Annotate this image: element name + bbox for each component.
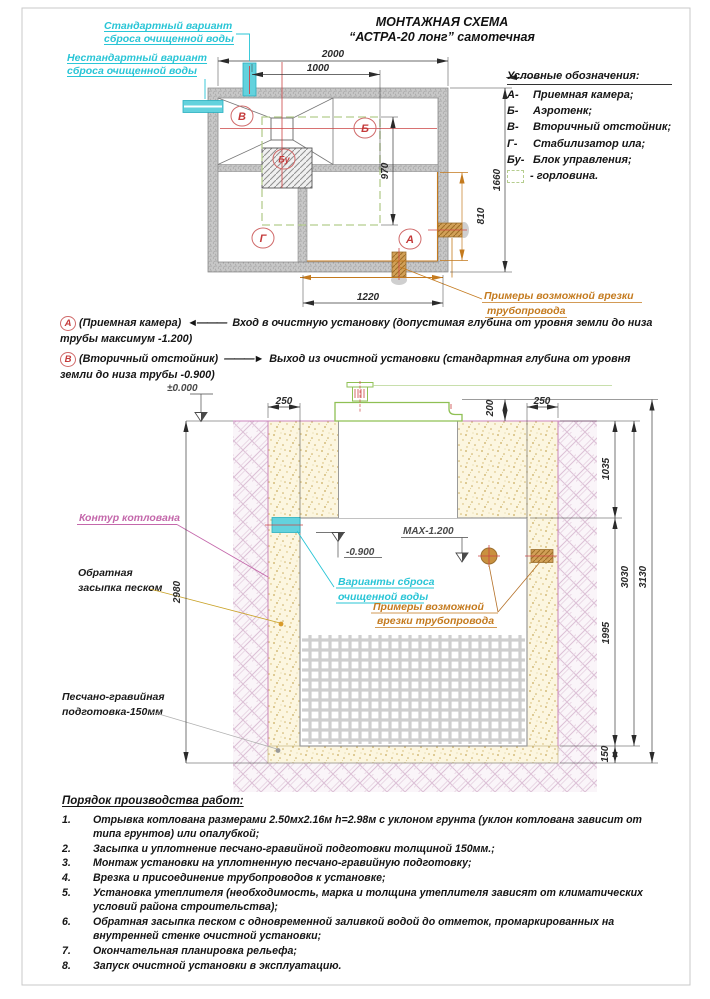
level-zero-mark — [167, 383, 213, 422]
drawing-title — [302, 15, 582, 45]
tap-pipe-right — [428, 222, 469, 238]
svg-text:Примеры возможной врезки: Примеры возможной врезки — [484, 290, 634, 302]
legend-item: В- Вторичный отстойник; — [507, 121, 672, 134]
standard-discharge-callout: Стандартный вариант сброса очищенной воды — [104, 20, 234, 45]
plan-tap-note — [482, 290, 642, 318]
dim-2980: 2980 — [172, 580, 183, 604]
svg-text:врезки трубопровода: врезки трубопровода — [377, 615, 495, 627]
work-order-item: 8. Запуск очистной установки в эксплуатацию. — [62, 959, 342, 972]
arrow-left-icon: ◄——— — [187, 317, 227, 329]
dim-200: 200 — [485, 399, 496, 417]
compartment-a: А — [406, 234, 414, 246]
legend — [507, 70, 672, 183]
inlet-pipe-top — [243, 63, 256, 96]
standard-callout-leader — [236, 34, 250, 61]
work-order-item: 2. Засыпка и уплотнение песчано-гравийной подготовки толщиной 150мм.; — [62, 842, 495, 855]
work-order-item: 3. Монтаж установки на уплотненную песчано-гравийную подготовку; — [62, 857, 472, 870]
compartment-bu: Бу — [278, 154, 290, 165]
section-view — [62, 381, 658, 792]
svg-text:Песчано-гравийная: Песчано-гравийная — [62, 691, 165, 703]
dim-1660: 1660 — [492, 168, 503, 192]
work-order-item: 4. Врезка и присоединение трубопроводов к установке; — [62, 871, 386, 884]
dim-3130: 3130 — [638, 565, 649, 589]
dim-2000: 2000 — [321, 49, 345, 60]
legend-item: А- Приемная камера; — [507, 89, 634, 101]
neck-dashed-swatch — [507, 170, 524, 183]
marker-v: В — [60, 352, 76, 367]
tap-pipe-bottom — [391, 248, 407, 285]
work-order-item: 6. Обратная засыпка песком с одновременной заливкой водой до отметок, промаркированных на внутренней стенке очистной установки; — [62, 915, 615, 943]
dim-810: 810 — [476, 207, 487, 225]
compartment-g: Г — [259, 233, 267, 245]
arrow-right-icon: ———► — [224, 353, 264, 365]
marker-a: А — [60, 316, 76, 331]
tank-ribbed-block — [302, 635, 525, 744]
compartment-b: Б — [361, 123, 369, 135]
legend-title: Условные обозначения: — [507, 70, 672, 85]
svg-text:трубопровода: трубопровода — [487, 305, 566, 317]
dim-1995: 1995 — [601, 621, 612, 645]
tank-lid — [335, 403, 462, 422]
dim-970: 970 — [380, 162, 391, 180]
svg-text:Обратная: Обратная — [78, 567, 133, 579]
dim-150: 150 — [600, 745, 611, 763]
work-order-list — [62, 794, 668, 973]
svg-text:очищенной воды: очищенной воды — [338, 591, 429, 603]
title-line-2: “АСТРА-20 лонг” самотечная — [349, 30, 535, 44]
legend-item: Г- Стабилизатор ила; — [507, 137, 646, 150]
work-order-title: Порядок производства работ: — [62, 795, 244, 807]
dim-3030: 3030 — [620, 565, 631, 589]
work-order-item: 7. Окончательная планировка рельефа; — [62, 944, 297, 957]
work-order-item: 5. Установка утеплителя (необходимость, марка и толщина утеплителя зависят от климатических условий района строительства); — [62, 886, 643, 914]
svg-text:-0.900: -0.900 — [346, 547, 375, 558]
note-inlet: А (Приемная камера) ◄——— Вход в очистную установку (допустимая глубина от уровня земли до низа трубы максимум -1.200) — [60, 317, 653, 345]
svg-text:засыпка песком: засыпка песком — [78, 582, 163, 594]
svg-text:Примеры возможной: Примеры возможной — [373, 601, 484, 613]
svg-text:Контур котлована: Контур котлована — [79, 512, 181, 524]
dim-1000: 1000 — [306, 63, 330, 74]
work-order-item: 1. Отрывка котлована размерами 2.50мх2.16м h=2.98м с уклоном грунта (уклон котлована зависит от типа грунтов) или опалубкой; — [62, 813, 642, 841]
gravel-bedding — [268, 746, 558, 763]
legend-item: Бу- Блок управления; — [507, 153, 632, 166]
nonstandard-discharge-callout: Нестандартный вариант сброса очищенной воды — [67, 52, 208, 77]
svg-text:±0.000: ±0.000 — [167, 383, 198, 394]
inlet-pipe-left — [183, 101, 223, 113]
dim-1035: 1035 — [601, 457, 612, 481]
title-line-1: МОНТАЖНАЯ СХЕМА — [375, 15, 509, 29]
dim-250-right: 250 — [533, 396, 551, 407]
svg-text:MAX-1.200: MAX-1.200 — [403, 526, 454, 537]
dim-1220: 1220 — [356, 292, 380, 303]
compartment-markers — [231, 106, 421, 249]
legend-item: Б- Аэротенк; — [507, 105, 593, 118]
legend-item-neck: - горловина. — [507, 170, 672, 183]
plan-inner-wall-horizontal — [218, 165, 438, 172]
svg-text:Варианты сброса: Варианты сброса — [338, 576, 435, 588]
svg-text:подготовка-150мм: подготовка-150мм — [62, 706, 163, 718]
compartment-v: В — [238, 111, 246, 123]
dim-250-left: 250 — [275, 396, 293, 407]
note-outlet: В (Вторичный отстойник) ———► Выход из очистной установки (стандартная глубина от уровня земли до низа трубы -0.900) — [60, 353, 631, 381]
inlet-outlet-notes — [60, 316, 664, 388]
tank-neck — [339, 420, 457, 518]
